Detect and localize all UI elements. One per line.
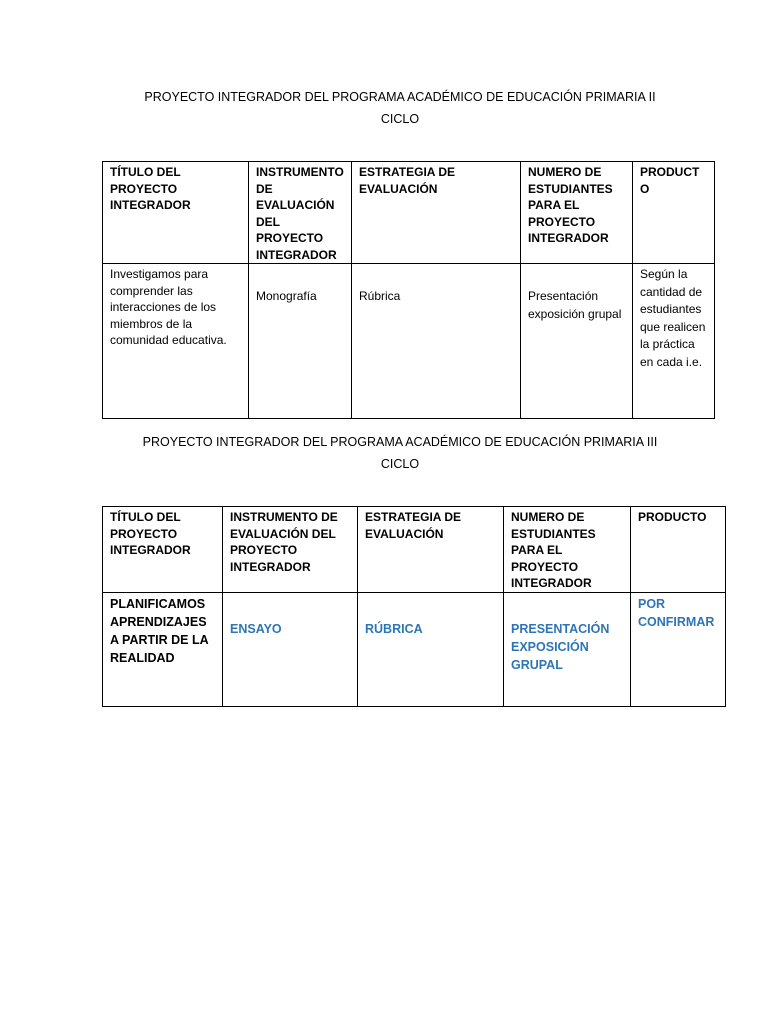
header-titulo: TÍTULO DEL PROYECTO INTEGRADOR xyxy=(103,507,223,593)
section-2-title-line-2: CICLO xyxy=(380,457,420,471)
section-1-title xyxy=(100,86,700,130)
cell-numero-estudiantes: Presentación exposición grupal xyxy=(521,264,633,419)
section-1-table xyxy=(102,161,715,419)
header-instrumento: INSTRUMENTO DE EVALUACIÓN DEL PROYECTO INTEGRADOR xyxy=(249,162,352,264)
cell-instrumento: ENSAYO xyxy=(223,592,358,706)
header-producto: PRODUCTO xyxy=(631,507,726,593)
cell-titulo: PLANIFICAMOS APRENDIZAJES A PARTIR DE LA REALIDAD xyxy=(103,592,223,706)
cell-estrategia: RÚBRICA xyxy=(358,592,504,706)
cell-producto: POR CONFIRMAR xyxy=(631,592,726,706)
header-producto: PRODUCTO xyxy=(633,162,715,264)
header-numero-estudiantes: NUMERO DE ESTUDIANTES PARA EL PROYECTO INTEGRADOR xyxy=(504,507,631,593)
header-estrategia: ESTRATEGIA DE EVALUACIÓN xyxy=(352,162,521,264)
header-numero-estudiantes: NUMERO DE ESTUDIANTES PARA EL PROYECTO INTEGRADOR xyxy=(521,162,633,264)
cell-estrategia: Rúbrica xyxy=(352,264,521,419)
section-2-title-line-1: PROYECTO INTEGRADOR DEL PROGRAMA ACADÉMICO DE EDUCACIÓN PRIMARIA III xyxy=(142,435,658,449)
table-header-row xyxy=(103,507,726,593)
section-2-table xyxy=(102,506,726,707)
cell-numero-estudiantes: PRESENTACIÓN EXPOSICIÓN GRUPAL xyxy=(504,592,631,706)
table-header-row xyxy=(103,162,715,264)
header-instrumento: INSTRUMENTO DE EVALUACIÓN DEL PROYECTO INTEGRADOR xyxy=(223,507,358,593)
table-row xyxy=(103,592,726,706)
table-row xyxy=(103,264,715,419)
section-1-title-line-1: PROYECTO INTEGRADOR DEL PROGRAMA ACADÉMICO DE EDUCACIÓN PRIMARIA II xyxy=(144,90,656,104)
header-estrategia: ESTRATEGIA DE EVALUACIÓN xyxy=(358,507,504,593)
section-2-title xyxy=(100,431,700,475)
cell-producto: Según la cantidad de estudiantes que realicen la práctica en cada i.e. xyxy=(633,264,715,419)
cell-instrumento: Monografía xyxy=(249,264,352,419)
cell-titulo: Investigamos para comprender las interacciones de los miembros de la comunidad educativa. xyxy=(103,264,249,419)
header-titulo: TÍTULO DEL PROYECTO INTEGRADOR xyxy=(103,162,249,264)
section-1-title-line-2: CICLO xyxy=(380,112,420,126)
